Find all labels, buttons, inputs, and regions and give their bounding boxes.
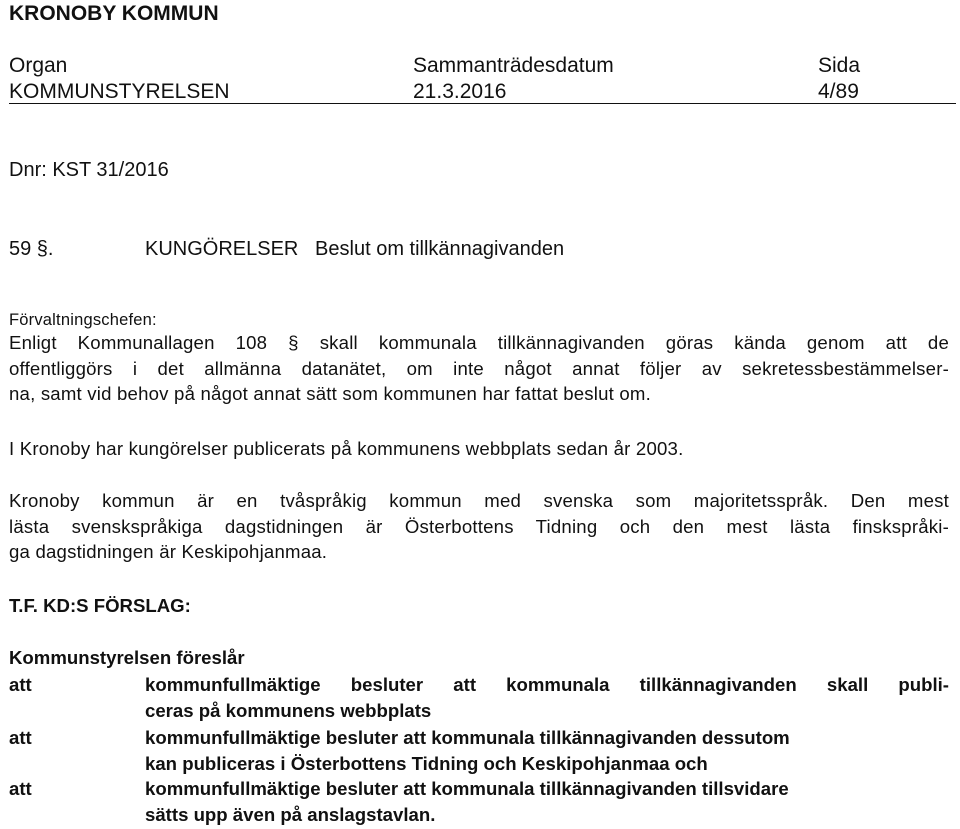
section-title xyxy=(145,236,564,262)
preparer-label: Förvaltningschefen: xyxy=(9,311,157,329)
paragraph-line: Kronoby kommun är en tvåspråkig kommun med svenska som majoritetsspråk. Den mest xyxy=(9,490,949,511)
organ-label: Organ xyxy=(9,54,68,77)
att-marker: att xyxy=(9,778,32,799)
proposal-item-text xyxy=(145,776,949,827)
proposal-heading: T.F. KD:S FÖRSLAG: xyxy=(9,595,191,616)
paragraph-line: na, samt vid behov på något annat sätt som kommunen har fattat beslut om. xyxy=(9,383,651,404)
proposal-intro: Kommunstyrelsen föreslår xyxy=(9,647,245,668)
paragraph-line: Enligt Kommunallagen 108 § skall kommunala tillkännagivanden göras kända genom att de xyxy=(9,332,949,353)
page-number: 4/89 xyxy=(818,80,859,103)
meeting-date-value: 21.3.2016 xyxy=(413,80,507,103)
paragraph-line: I Kronoby har kungörelser publicerats på kommunens webbplats sedan år 2003. xyxy=(9,438,684,459)
document-number: Dnr: KST 31/2016 xyxy=(9,159,169,181)
proposal-item xyxy=(9,776,949,828)
paragraph-line: offentliggörs i det allmänna datanätet, om inte något annat följer av sekretessbestämmelser- xyxy=(9,357,949,379)
section-heading: KUNGÖRELSER xyxy=(145,238,299,260)
paragraph-language-info xyxy=(9,488,949,565)
meeting-date-label: Sammanträdesdatum xyxy=(413,54,614,77)
proposal-item-text xyxy=(145,725,949,776)
proposal-line: kan publiceras i Österbottens Tidning och Keskipohjanmaa och xyxy=(145,752,708,774)
section-subheading: Beslut om tillkännagivanden xyxy=(315,238,565,260)
header-divider xyxy=(9,103,956,104)
paragraph-legal-basis xyxy=(9,330,949,407)
page-label: Sida xyxy=(818,54,861,77)
section-number: 59 §. xyxy=(9,238,54,260)
proposal-line: ceras på kommunens webbplats xyxy=(145,699,432,721)
paragraph-publication-history xyxy=(9,436,949,462)
organ-value: KOMMUNSTYRELSEN xyxy=(9,80,230,103)
paragraph-line: lästa svenskspråkiga dagstidningen är Österbottens Tidning och den mest lästa finskspråki- xyxy=(9,515,949,537)
proposal-line: kommunfullmäktige besluter att kommunala tillkännagivanden skall publi- xyxy=(145,674,949,695)
att-marker: att xyxy=(9,727,32,748)
proposal-item-text xyxy=(145,672,949,723)
paragraph-line: ga dagstidningen är Keskipohjanmaa. xyxy=(9,541,328,562)
proposal-item xyxy=(9,725,949,777)
proposal-line: kommunfullmäktige besluter att kommunala tillkännagivanden dessutom xyxy=(145,727,790,748)
proposal-line: sätts upp även på anslagstavlan. xyxy=(145,803,436,825)
proposal-line: kommunfullmäktige besluter att kommunala tillkännagivanden tillsvidare xyxy=(145,778,789,799)
organization-name: KRONOBY KOMMUN xyxy=(9,2,219,25)
att-marker: att xyxy=(9,674,32,695)
proposal-item xyxy=(9,672,949,724)
